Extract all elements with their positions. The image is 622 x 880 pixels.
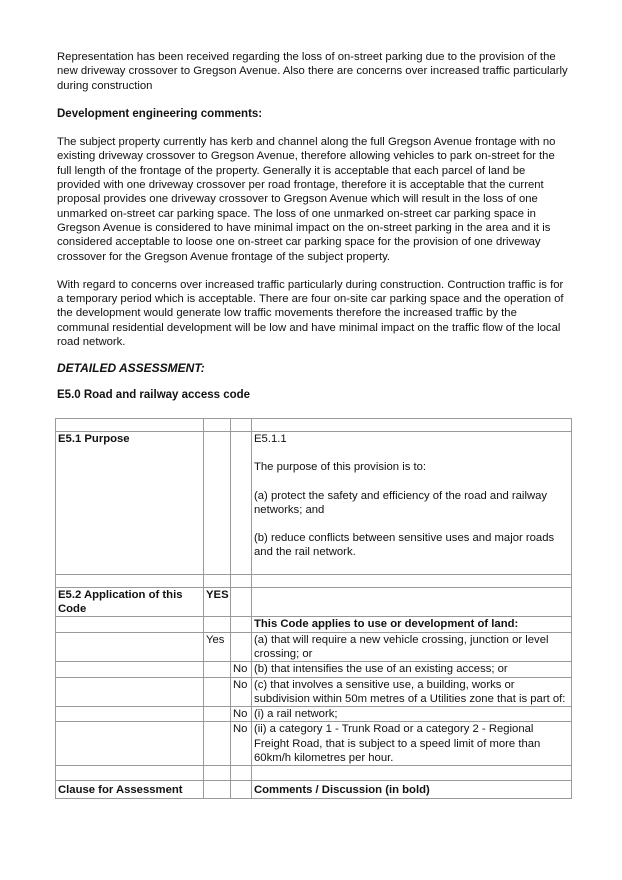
table-row: [56, 617, 572, 632]
assessment-heading: DETAILED ASSESSMENT:: [57, 361, 205, 376]
applies-heading: This Code applies to use or development of land:: [252, 617, 572, 632]
row-text: (b) that intensifies the use of an existing access; or: [252, 662, 572, 677]
table-row: [56, 632, 572, 662]
representation-paragraph: Representation has been received regarding the loss of on-street parking due to the provision of the new driveway crossover to Gregson Avenue. Also there are concerns over increased traffic particularly during construction: [57, 51, 568, 92]
row-text: (i) a rail network;: [252, 707, 572, 722]
purpose-ref: E5.1.1: [254, 433, 287, 445]
document-page: [57, 50, 569, 402]
table-row: [56, 574, 572, 587]
row-no: No: [231, 662, 252, 677]
purpose-label: E5.1 Purpose: [56, 432, 204, 575]
row-no: No: [231, 722, 252, 766]
purpose-item-a: (a) protect the safety and efficiency of the road and railway networks; and: [254, 489, 548, 516]
row-no: [231, 632, 252, 662]
table-row: [56, 707, 572, 722]
table-row-application: [56, 587, 572, 617]
row-no: No: [231, 677, 252, 707]
engineering-paragraph-2: With regard to concerns over increased traffic particularly during construction. Contruction traffic is for a temporary period which is acceptable. There are four on-site car parking space and the operation of the development would generate low traffic movements therefore the increased traffic by the communal residential development will be low and have minimal impact on the traffic flow of the local road network.: [57, 278, 564, 349]
application-label: E5.2 Application of this Code: [56, 587, 204, 617]
row-text: (c) that involves a sensitive use, a building, works or subdivision within 50m metres of a Utilities zone that is part of:: [252, 677, 572, 707]
engineering-paragraph-1: The subject property currently has kerb and channel along the full Gregson Avenue frontage with no existing driveway crossover to Gregson Avenue, therefore allowing vehicles to park on-street for the full length of the frontage of the property. Generally it is acceptable that each parcel of land be provided with one driveway crossover per road frontage, therefore it is acceptable that the current proposal provides one driveway crossover to Gregson Avenue which will result in the loss of one unmarked on-street car parking space. The loss of one unmarked on-street car parking space in Gregson Avenue is considered to have minimal impact on the on-street parking in the area and it is considered acceptable to loose one on-street car parking space for the provision of one driveway crossover for the Gregson Avenue frontage of the subject property.: [57, 136, 556, 263]
purpose-content: [252, 432, 572, 575]
row-yes: [204, 677, 231, 707]
row-no: No: [231, 707, 252, 722]
table-row: [56, 766, 572, 781]
row-text: (a) that will require a new vehicle crossing, junction or level crossing; or: [252, 632, 572, 662]
purpose-item-b: (b) reduce conflicts between sensitive uses and major roads and the rail network.: [254, 532, 555, 559]
row-yes: [204, 722, 231, 766]
assessment-table: [55, 418, 572, 799]
row-yes: [204, 662, 231, 677]
table-row-footer: [56, 781, 572, 798]
table-row: [56, 722, 572, 766]
row-yes: Yes: [204, 632, 231, 662]
row-text: (ii) a category 1 - Trunk Road or a category 2 - Regional Freight Road, that is subject to a speed limit of more than 60km/h kilometres per hour.: [252, 722, 572, 766]
table-row-purpose: [56, 432, 572, 575]
clause-header: Clause for Assessment: [56, 781, 204, 798]
code-title: E5.0 Road and railway access code: [57, 388, 251, 401]
application-answer: YES: [204, 587, 231, 617]
table-row: [56, 419, 572, 432]
table-row: [56, 662, 572, 677]
table-row: [56, 677, 572, 707]
comments-header: Comments / Discussion (in bold): [252, 781, 572, 798]
engineering-heading: Development engineering comments:: [57, 107, 263, 120]
purpose-intro: The purpose of this provision is to:: [254, 461, 427, 474]
row-yes: [204, 707, 231, 722]
